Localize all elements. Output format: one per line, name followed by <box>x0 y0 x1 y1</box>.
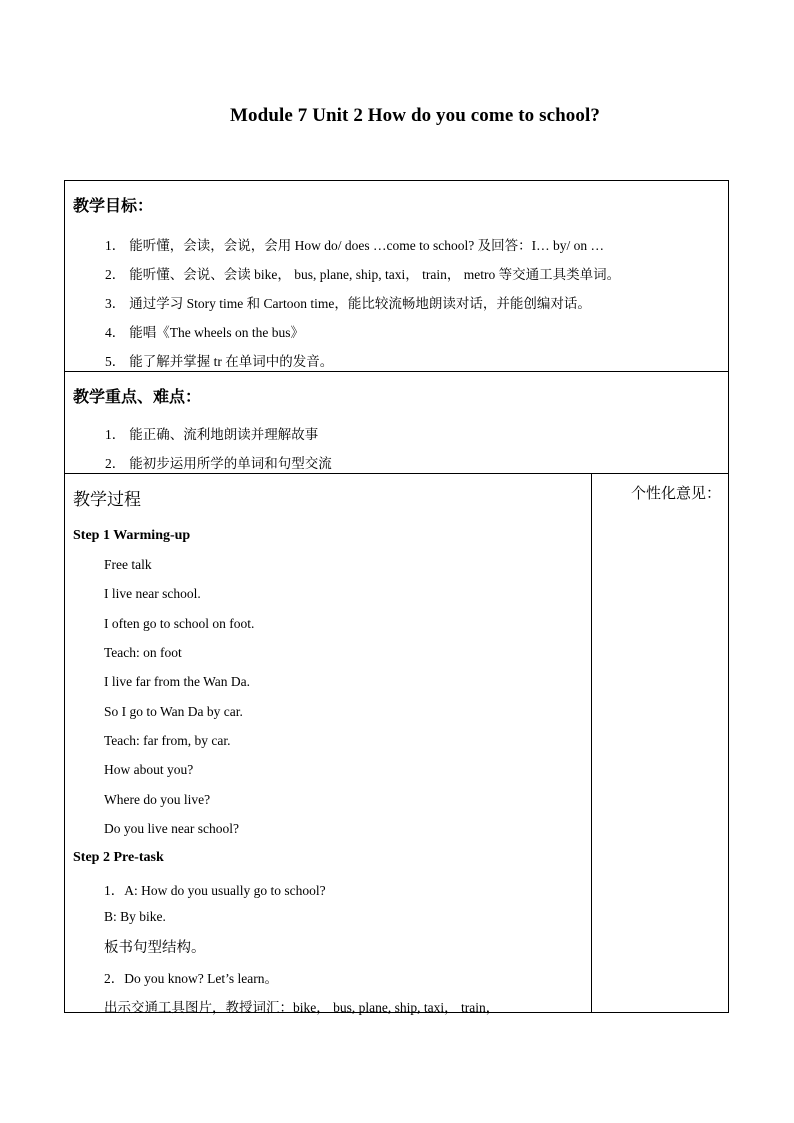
lesson-plan-table <box>64 180 729 1013</box>
objective-item: 1． 能听懂，会读，会说，会用 How do/ does …come to school? 及回答：I… by/ on … <box>105 238 604 253</box>
step1-line: How about you? <box>104 762 194 777</box>
step1-line: Teach: on foot <box>104 645 182 660</box>
step1-line: Where do you live? <box>104 792 211 807</box>
step2-title: Step 2 Pre-task <box>73 850 164 865</box>
step1-title: Step 1 Warming-up <box>73 528 191 543</box>
personalized-comments-label: 个性化意见： <box>631 486 722 502</box>
column-divider <box>591 473 592 1012</box>
step1-line: I live near school. <box>104 586 201 601</box>
step2-line: B: By bike. <box>104 909 166 924</box>
key-point-item: 1． 能正确、流利地朗读并理解故事 <box>105 427 319 442</box>
step2-line: 2．Do you know? Let’s learn。 <box>104 971 278 986</box>
objectives-heading: 教学目标： <box>73 198 154 215</box>
step1-line: Free talk <box>104 557 152 572</box>
step1-line: I live far from the Wan Da. <box>104 674 250 689</box>
step1-line: Teach: far from, by car. <box>104 733 231 748</box>
step1-line: I often go to school on foot. <box>104 616 255 631</box>
objective-item: 2． 能听懂、会说、会读 bike， bus, plane, ship, taxi， train， metro 等交通工具类单词。 <box>105 267 621 282</box>
objective-item: 5． 能了解并掌握 tr 在单词中的发音。 <box>105 354 334 369</box>
page-title: Module 7 Unit 2 How do you come to school? <box>230 105 600 126</box>
process-heading: 教学过程 <box>73 490 141 509</box>
row-divider-keypoints <box>65 473 728 474</box>
key-points-heading: 教学重点、难点： <box>73 389 202 406</box>
objective-item: 4． 能唱《The wheels on the bus》 <box>105 325 304 340</box>
step2-line: 1．A: How do you usually go to school? <box>104 883 326 898</box>
step1-line: So I go to Wan Da by car. <box>104 704 243 719</box>
step2-line: 出示交通工具图片，教授词汇：bike， bus, plane, ship, taxi， train， <box>104 1000 500 1015</box>
objective-item: 3． 通过学习 Story time 和 Cartoon time，能比较流畅地朗读对话，并能创编对话。 <box>105 296 591 311</box>
key-point-item: 2． 能初步运用所学的单词和句型交流 <box>105 456 332 471</box>
row-divider-objectives <box>65 371 728 372</box>
step1-line: Do you live near school? <box>104 821 239 836</box>
step2-line: 板书句型结构。 <box>104 940 206 956</box>
